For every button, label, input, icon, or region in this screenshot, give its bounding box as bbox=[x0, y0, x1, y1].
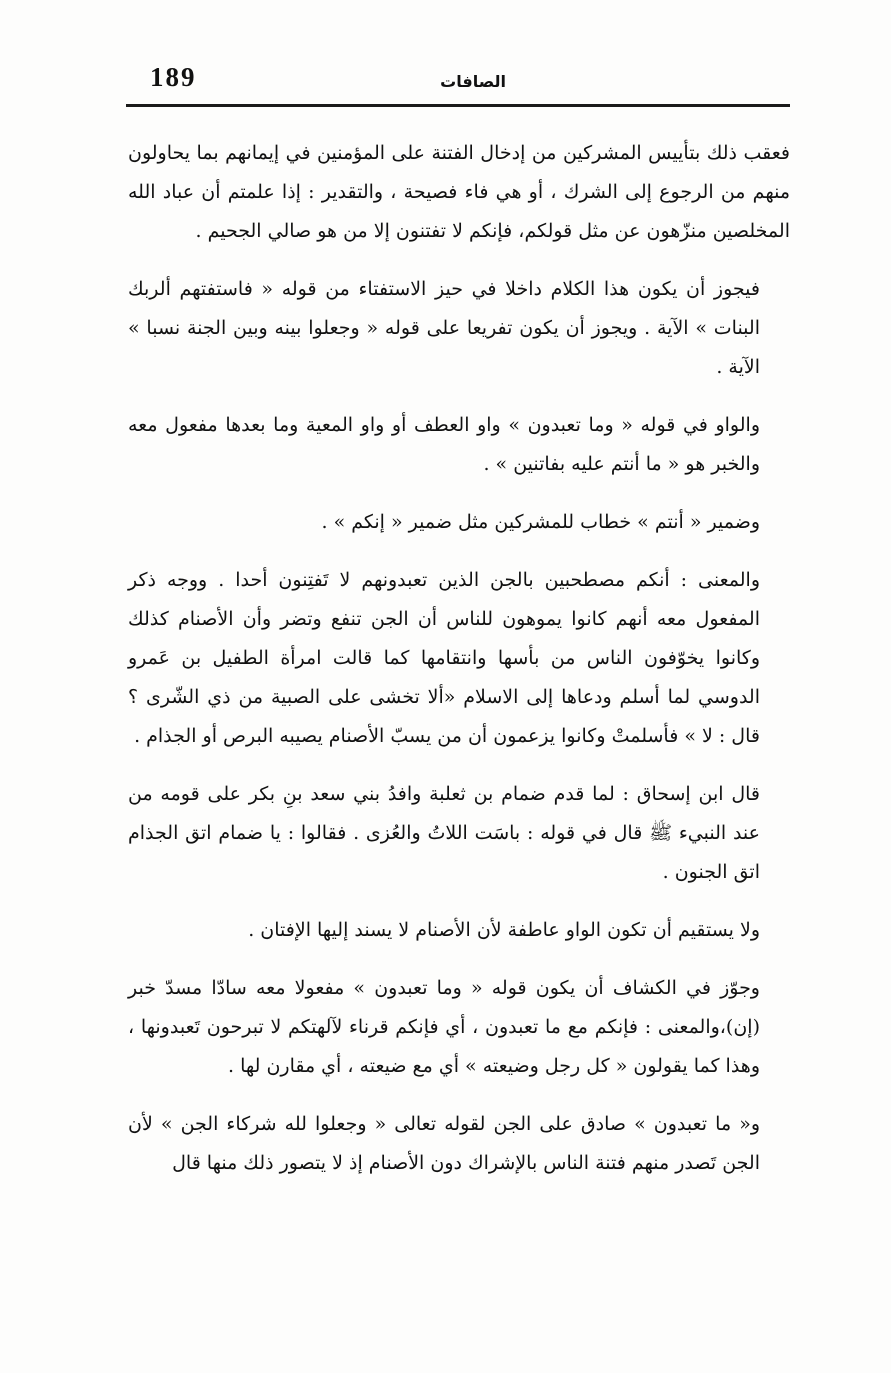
paragraph: وضمير « أنتم » خطاب للمشركين مثل ضمير « إنكم » . bbox=[321, 511, 760, 533]
paragraph: و« ما تعبدون » صادق على الجن لقوله تعالى « وجعلوا لله شركاء الجن » لأن الجن تَصدر منهم فتنة الناس بالإشراك دون الأصنام إذ لا يتصور ذلك منها قال bbox=[128, 1113, 760, 1174]
paragraph: وجوّز في الكشاف أن يكون قوله « وما تعبدون » مفعولا معه سادّا مسدّ خبر (إن)،والمعنى : فإنكم مع ما تعبدون ، أي فإنكم قرناء لآلهتكم لا تبرحون تَعبدونها ، وهذا كما يقولون « كل رجل وضيعته » أي مع ضيعته ، أي مقارن لها . bbox=[128, 977, 760, 1077]
paragraph: فعقب ذلك بتأييس المشركين من إدخال الفتنة على المؤمنين في إيمانهم بما يحاولون منهم من الرجوع إلى الشرك ، أو هي فاء فصيحة ، والتقدير : إذا علمتم أن عباد الله المخلصين منزّهون عن مثل قولكم، فإنكم لا تفتنون إلا من هو صالي الجحيم . bbox=[128, 142, 790, 242]
paragraph: ولا يستقيم أن تكون الواو عاطفة لأن الأصنام لا يسند إليها الإفتان . bbox=[248, 919, 760, 941]
paragraph: فيجوز أن يكون هذا الكلام داخلا في حيز الاستفتاء من قوله « فاستفتهم ألربك البنات » الآية . ويجوز أن يكون تفريعا على قوله « وجعلوا بينه وبين الجنة نسبا » الآية . bbox=[128, 278, 760, 378]
page-body bbox=[128, 134, 790, 1202]
paragraph: والمعنى : أنكم مصطحبين بالجن الذين تعبدونهم لا تَفتِنون أحدا . ووجه ذكر المفعول معه أنهم كانوا يموهون للناس أن الجن تنفع وتضر وأن الأصنام كذلك وكانوا يخوّفون الناس من بأسها وانتقامها كما قالت امرأة الطفيل بن عَمرو الدوسي لما أسلم ودعاها إلى الاسلام «ألا تخشى على الصبية من ذي الشّرى ؟ قال : لا » فأسلمتْ وكانوا يزعمون أن من يسبّ الأصنام يصيبه البرص أو الجذام . bbox=[128, 569, 760, 747]
paragraph: والواو في قوله « وما تعبدون » واو العطف أو واو المعية وما بعدها مفعول معه والخبر هو « ما أنتم عليه بفاتنين » . bbox=[128, 414, 760, 475]
page-header bbox=[126, 62, 790, 106]
running-title: الصافات bbox=[440, 72, 506, 91]
paragraph: قال ابن إسحاق : لما قدم ضمام بن ثعلبة وافدُ بني سعد بنِ بكر على قومه من عند النبيء ﷺ قال في قوله : باسَت اللاتُ والعُزى . فقالوا : يا ضمام اتق الجذام اتق الجنون . bbox=[128, 783, 760, 883]
page-number: 189 bbox=[150, 62, 197, 92]
header-rule bbox=[126, 104, 790, 107]
